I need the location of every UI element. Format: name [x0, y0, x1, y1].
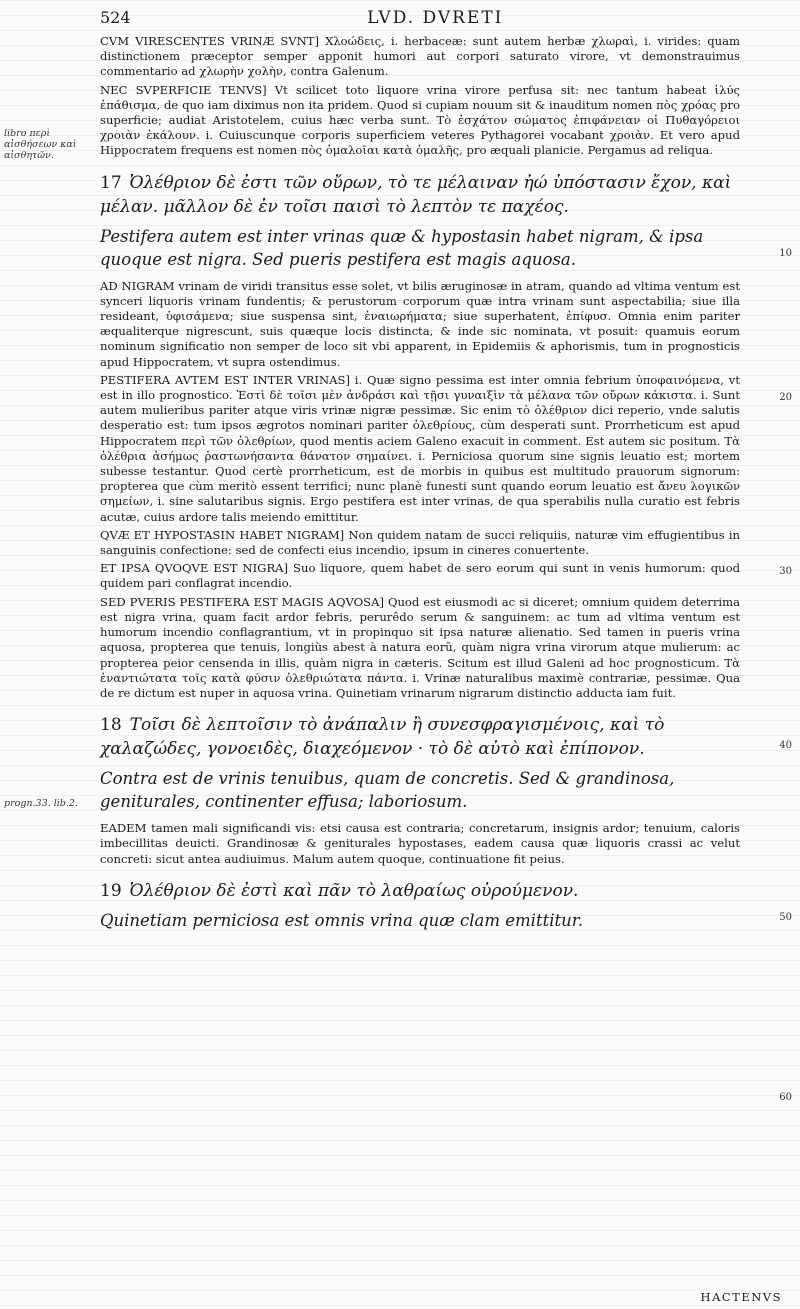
commentary-paragraph: CVM VIRESCENTES VRINÆ SVNT] Χλοώδεις, i. herbaceæ: sunt autem herbæ χλωραὶ, i. virides: quam distinctionem præceptor semper apponit humori aut corpori saturato virore, vt demonstrauimus commentario ad χλωρὴν χολὴν, contra Galenum.	[100, 34, 740, 79]
main-text-column	[100, 8, 740, 940]
greek-text: Ὀλέθριον δὲ ἐστι τῶν οὔρων, τὸ τε μέλαιναν ἠώ ὑπόστασιν ἔχον, καὶ μέλαν. μᾶλλον δὲ ἐν τοῖσι παισὶ τὸ λεπτὸν τε παχέος.	[100, 172, 732, 217]
greek-aphorism-17	[100, 171, 740, 219]
commentary-paragraph: ET IPSA QVOQVE EST NIGRA] Suo liquore, quem habet de sero eorum qui sunt in venis humorum: quod quidem pari conflagrat incendio.	[100, 561, 740, 591]
page-header	[100, 8, 740, 28]
greek-aphorism-19	[100, 879, 740, 903]
line-number-40: 40	[779, 740, 792, 751]
running-head: LVD. DVRETI	[367, 8, 504, 28]
commentary-paragraph: SED PVERIS PESTIFERA EST MAGIS AQVOSA] Quod est eiusmodi ac si diceret; omnium quidem deterrima est nigra vrina, quam facit ardor febris, perurêdo serum & sanguinem: ac tum ad vltima ventum est humorum incendio conflagrantium, vt in propinquo sit ipsa naturæ alienatio. Sed tamen in pueris vrina aquosa, propterea que tenuis, longiùs abest à natura eorũ, quàm nigra vrina virorum atque mulierum: ac propterea peior censenda in illis, quàm nigra in cæteris. Scitum est illud Galeni ad hoc prognosticum. Τὰ ἐναντιώτατα τοῖς κατὰ φύσιν ὀλεθριώτατα πάντα. i. Vrinæ naturalibus maximè contrariæ, pessimæ. Qua de re dictum est nuper in aquosa vrina. Quinetiam vrinarum nigrarum distinctio adducta iam fuit.	[100, 594, 740, 700]
section-number: 18	[100, 715, 122, 736]
greek-aphorism-18	[100, 713, 740, 761]
greek-text: Ὀλέθριον δὲ ἐστὶ καὶ πᾶν τὸ λαθραίως οὐρούμενον.	[129, 880, 579, 901]
greek-text: Τοῖσι δὲ λεπτοῖσιν τὸ ἀνάπαλιν ἢ συνεσφραγισμένοις, καὶ τὸ χαλαζώδες, γονοειδὲς, διαχεόμενον · τὸ δὲ αὐτὸ καὶ ἐπίπονον.	[100, 715, 665, 760]
line-number-30: 30	[779, 566, 792, 577]
commentary-paragraph: EADEM tamen mali significandi vis: etsi causa est contraria; concretarum, insignis ardor; tenuium, caloris imbecillitas deuicti. Grandinosæ & geniturales hypostases, eadem causa quæ liquoris crassi ac velut concreti: sicut antea audiuimus. Malum autem quoque, continuatione fit peius.	[100, 821, 740, 866]
latin-translation-19: Quinetiam perniciosa est omnis vrina quæ clam emittitur.	[100, 910, 584, 930]
latin-translation-17: Pestifera autem est inter vrinas quæ & hypostasin habet nigram, & ipsa quoque est nigra. Sed pueris pestifera est magis aquosa.	[100, 226, 704, 269]
line-number-20: 20	[779, 392, 792, 403]
commentary-paragraph: NEC SVPERFICIE TENVS] Vt scilicet toto liquore vrina virore perfusa sit: nec tantum habeat ἰλύς ἐπάθισμα, de quo iam diximus non ita pridem. Quod si cupiam nouum sit & inauditum nomen πὸς χρόας pro superficie; audiat Aristotelem, cuius hæc verba sunt. Τὸ ἐσχάτον σώματος ἐπιφάνειαν οἱ Πυθαγόρειοι χροιὰν ἐκάλουν. i. Cuiuscunque corporis superficiem veteres Pythagorei vocabant χροιὰν. Et vero apud Hippocratem frequens est nomen πὸς ὁμαλοῖαι κατὰ ὁμαλῆς, pro æquali planicie. Pergamus ad reliqua.	[100, 82, 740, 158]
margin-note-prognostic: progn.33. lib.2.	[4, 798, 78, 809]
commentary-paragraph: AD NIGRAM vrinam de viridi transitus esse solet, vt bilis æruginosæ in atram, quando ad vltima ventum est synceri liquoris vrinam fundentis; & perustorum corporum quæ intra vrinam sunt aspectabilia; siue illa resideant, ὑφισάμενα; siue suspensa sint, ἐναιωρήματα; siue superhatent, ἐπίφυσ. Omnia enim pariter æqualiterque nigrescunt, suis quæque locis distincta, & inde sic nominata, vt posuit: quamuis eorum nominum significatio non semper de loco sit vbi apparent, in Epidemiis & aphorismis, tum in prognosticis apud Hippocratem, vt supra ostendimus.	[100, 278, 740, 369]
page-number: 524	[100, 8, 131, 27]
line-number-60: 60	[779, 1092, 792, 1103]
section-number: 17	[100, 172, 122, 193]
latin-translation-18: Contra est de vrinis tenuibus, quam de concretis. Sed & grandinosa, geniturales, continenter effusa; laboriosum.	[100, 769, 675, 812]
commentary-paragraph: QVÆ ET HYPOSTASIN HABET NIGRAM] Non quidem natam de succi reliquiis, naturæ vim effugientibus in sanguinis confectione: sed de confecti eius incendio, ipsum in cineres conuertente.	[100, 527, 740, 558]
line-number-10: 10	[779, 248, 792, 259]
catchword: HACTENVS	[700, 1290, 782, 1304]
margin-note-aristotle: libro περὶ αἰσθήσεων καὶ αἰσθητῶν.	[4, 128, 77, 161]
section-number: 19	[100, 880, 122, 901]
line-number-50: 50	[779, 912, 792, 923]
commentary-paragraph: PESTIFERA AVTEM EST INTER VRINAS] i. Quæ signo pessima est inter omnia febrium ὑποφαινόμενα, vt est in illo prognostico. Ἐστὶ δὲ τοῖσι μὲν ἀνδράσι καὶ τῇσι γυναιξὶν τὰ μέλανα τῶν οὔρων κάκιστα. i. Sunt autem mulieribus pariter atque viris vrinæ nigræ pessimæ. Sic enim τὸ ὀλέθριον dici reperio, vnde salutis desperatio est: tum ipsos ægrotos nominari pariter ὀλεθρίους, cùm desperati sunt. Prorrheticum est apud Hippocratem περὶ τῶν ὀλεθρίων, quod mentis aciem Galeno exacuit in comment. Est autem sic positum. Τὰ ὀλέθρια ἀσήμως ῥαστωνήσαντα θάνατον σημαίνει. i. Perniciosa quorum sine signis leuatio est; mortem subesse testantur. Quod certè prorrheticum, est de morbis in quibus est multitudo prauorum signorum: propterea que cùm meritò essent terrifici; nunc planè funesti sunt quando eorum leuatio est ἄνευ λογικῶν σημείων, i. sine salutaribus signis. Ergo pestifera est inter vrinas, de qua sperabilis nulla curatio est febris acutæ, cuius ardore talis meiendo emittitur.	[100, 372, 740, 524]
